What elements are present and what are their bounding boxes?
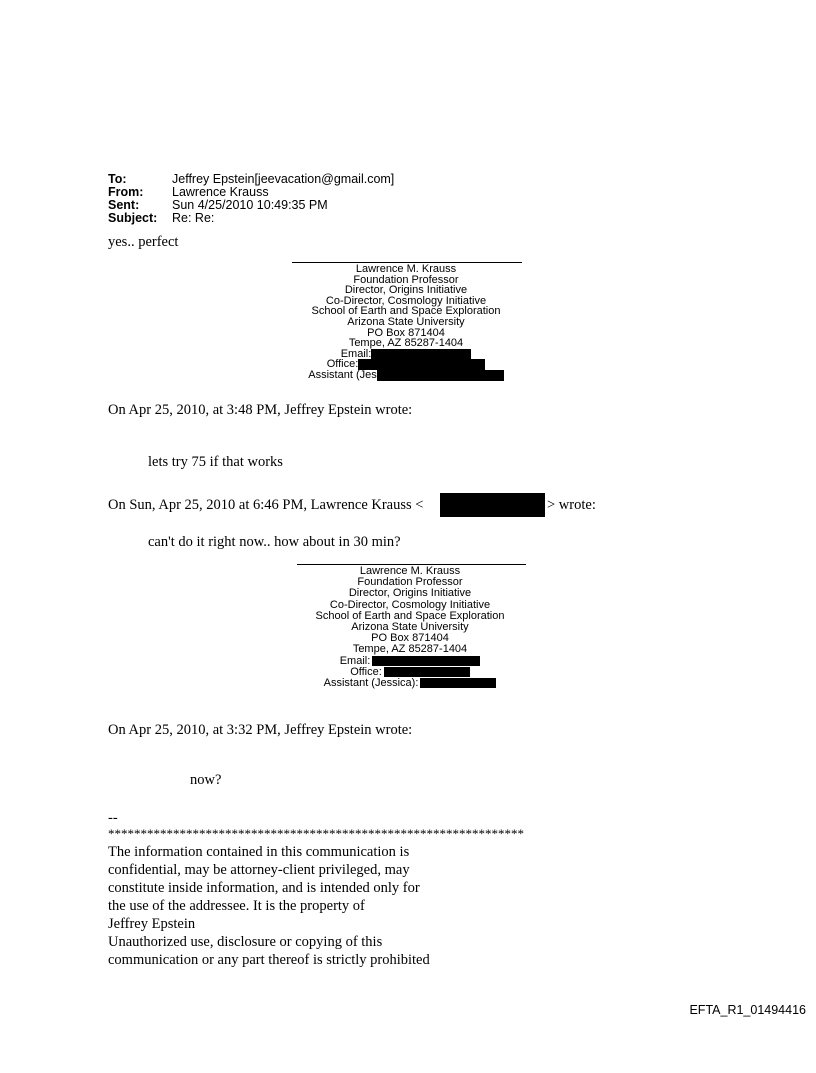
- signature-line-text: Tempe, AZ 85287-1404: [348, 337, 464, 350]
- disclaimer-line: [108, 879, 430, 897]
- signature-line-text: Co-Director, Cosmology Initiative: [329, 598, 491, 611]
- disclaimer-line: [108, 843, 430, 861]
- signature-line-text: School of Earth and Space Exploration: [315, 609, 505, 622]
- signature-line-text: Email:: [339, 654, 371, 667]
- redaction: [371, 349, 471, 360]
- signature-block: [256, 264, 556, 381]
- signature-line-text: Foundation Professor: [357, 576, 463, 589]
- quote-header: On Sun, Apr 25, 2010 at 6:46 PM, Lawrence Krauss <: [108, 497, 424, 513]
- quote-header-tail: > wrote:: [547, 497, 596, 513]
- signature-line: [260, 644, 560, 655]
- signature-line-text: Lawrence M. Krauss: [355, 263, 457, 275]
- redaction: [440, 493, 545, 517]
- quote-text: now?: [190, 772, 222, 788]
- disclaimer-line-text: the use of the addressee. It is the property of: [108, 898, 365, 914]
- document-id: EFTA_R1_01494416: [689, 1003, 806, 1017]
- to-value: Jeffrey Epstein[jeevacation@gmail.com]: [172, 172, 395, 186]
- signature-line-text: Arizona State University: [347, 315, 465, 328]
- signature-line-text: Foundation Professor: [353, 273, 459, 286]
- redaction: [377, 370, 504, 381]
- disclaimer-line-text: communication or any part thereof is strictly prohibited: [108, 952, 430, 968]
- redaction: [358, 359, 485, 370]
- signature-line-text: Assistant (Jes: [308, 368, 377, 381]
- asterisk-separator: ****************************************************************: [108, 826, 524, 841]
- disclaimer-line: [108, 951, 430, 969]
- signature-line: [256, 370, 556, 381]
- signature-line-text: Office:: [350, 665, 382, 678]
- signature-line-text: Assistant (Jessica):: [323, 677, 419, 690]
- signature-line: [256, 359, 556, 370]
- disclaimer-line-text: Unauthorized use, disclosure or copying of this: [108, 934, 383, 950]
- redaction: [384, 667, 470, 677]
- to-label: To:: [108, 172, 127, 186]
- signature-line-text: PO Box 871404: [367, 326, 445, 339]
- sent-value: Sun 4/25/2010 10:49:35 PM: [172, 198, 328, 212]
- disclaimer-line: [108, 861, 430, 879]
- signature-line-text: Director, Origins Initiative: [348, 587, 472, 600]
- signature-line-text: School of Earth and Space Exploration: [311, 305, 501, 318]
- disclaimer-line-text: confidential, may be attorney-client privileged, may: [108, 862, 410, 878]
- signature-line: [260, 656, 560, 667]
- signature-line-text: Lawrence M. Krauss: [359, 565, 461, 577]
- signature-line-text: Arizona State University: [351, 621, 469, 634]
- signature-line-text: Office:: [326, 358, 359, 371]
- disclaimer-line: [108, 897, 430, 915]
- signature-dashes: --: [108, 810, 118, 826]
- from-label: From:: [108, 185, 144, 199]
- subject-value: Re: Re:: [172, 211, 215, 225]
- redaction: [420, 678, 496, 688]
- sent-label: Sent:: [108, 198, 140, 212]
- signature-line-text: Tempe, AZ 85287-1404: [352, 643, 468, 656]
- signature-line: [256, 349, 556, 360]
- quote-text: lets try 75 if that works: [148, 454, 283, 470]
- signature-line: [260, 678, 560, 689]
- disclaimer-line-text: Jeffrey Epstein: [108, 916, 196, 932]
- quote-header: On Apr 25, 2010, at 3:32 PM, Jeffrey Epstein wrote:: [108, 722, 413, 738]
- signature-line-text: Email:: [340, 347, 372, 360]
- confidentiality-disclaimer: [108, 843, 430, 969]
- signature-line: [256, 338, 556, 349]
- subject-label: Subject:: [108, 211, 158, 225]
- disclaimer-line: [108, 915, 430, 933]
- signature-line-text: PO Box 871404: [371, 632, 449, 645]
- disclaimer-line-text: The information contained in this communication is: [108, 844, 410, 860]
- disclaimer-line-text: constitute inside information, and is intended only for: [108, 880, 420, 896]
- disclaimer-line: [108, 933, 430, 951]
- from-value: Lawrence Krauss: [172, 185, 269, 199]
- reply-text: yes.. perfect: [108, 234, 179, 250]
- signature-line-text: Co-Director, Cosmology Initiative: [325, 294, 487, 307]
- quote-text: can't do it right now.. how about in 30 min?: [148, 534, 401, 550]
- redaction: [372, 656, 480, 666]
- signature-line-text: Director, Origins Initiative: [344, 284, 468, 297]
- signature-block: [260, 566, 560, 689]
- quote-header: On Apr 25, 2010, at 3:48 PM, Jeffrey Epstein wrote:: [108, 402, 413, 418]
